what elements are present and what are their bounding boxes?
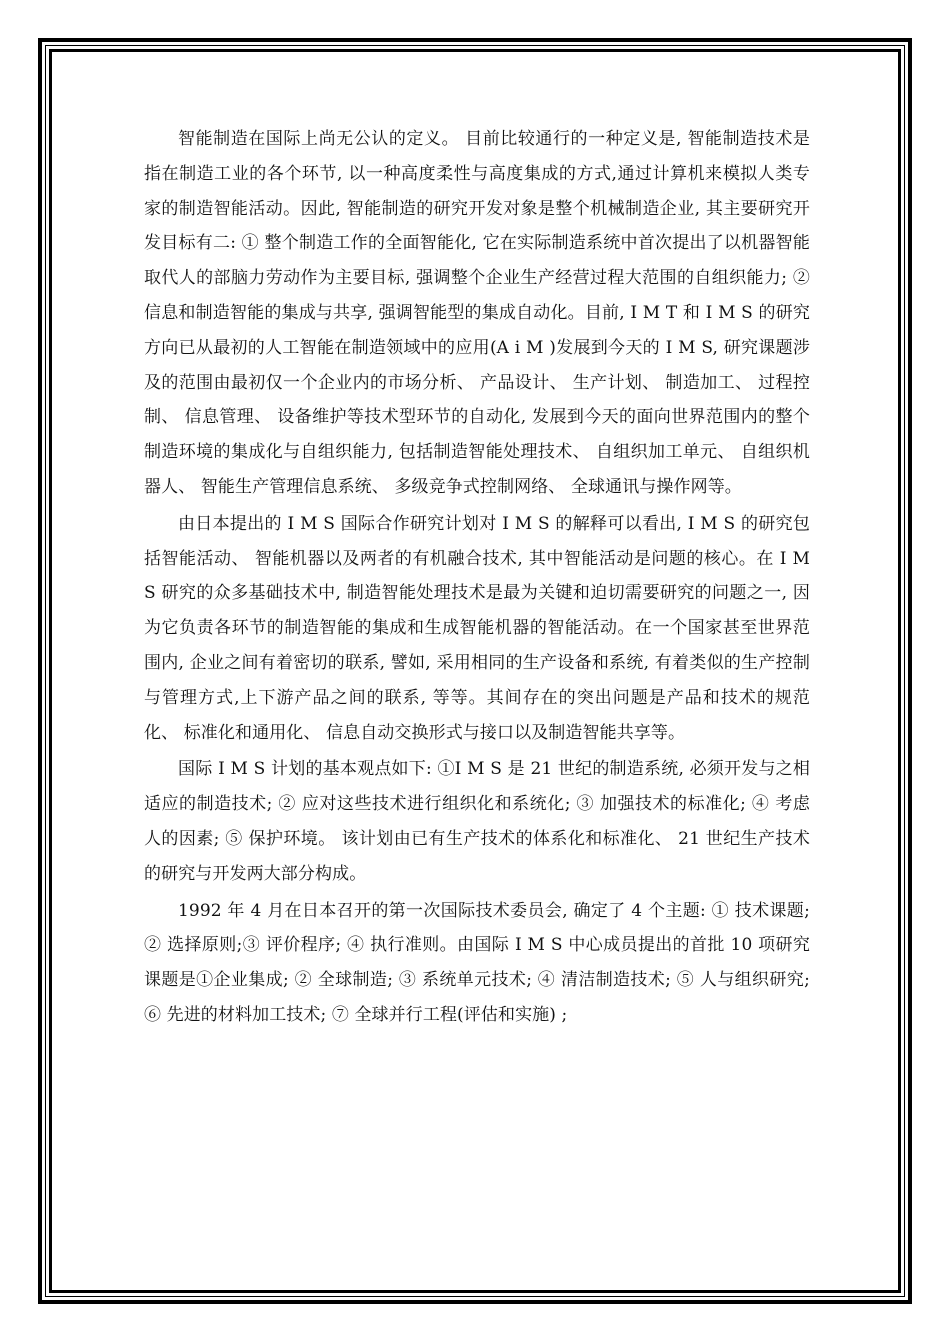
- paragraph-definition: 智能制造在国际上尚无公认的定义。 目前比较通行的一种定义是, 智能制造技术是指在制造工业的各个环节, 以一种高度柔性与高度集成的方式,通过计算机来模拟人类专家的制造智能活动。因此, 智能制造的研究开发对象是整个机械制造企业, 其主要研究开发目标有二: ① 整个制造工作的全面智能化, 它在实际制造系统中首次提出了以机器智能取代人的部脑力劳动作为主要目标, 强调整个企业生产经营过程大范围的自组织能力; ② 信息和制造智能的集成与共享, 强调智能型的集成自动化。目前, I M T 和 I M S 的研究方向已从最初的人工智能在制造领域中的应用(A i M )发展到今天的 I M S, 研究课题涉及的范围由最初仅一个企业内的市场分析、 产品设计、 生产计划、 制造加工、 过程控制、 信息管理、 设备维护等技术型环节的自动化, 发展到今天的面向世界范围内的整个制造环境的集成化与自组织能力, 包括制造智能处理技术、 自组织加工单元、 自组织机器人、 智能生产管理信息系统、 多级竞争式控制网络、 全球通讯与操作网等。: [144, 129, 810, 497]
- document-body: [144, 122, 810, 1035]
- paragraph-ims-viewpoints: 国际 I M S 计划的基本观点如下: ①I M S 是 21 世纪的制造系统, 必须开发与之相适应的制造技术; ② 应对这些技术进行组织化和系统化; ③ 加强技术的标准化; ④ 考虑人的因素; ⑤ 保护环境。 该计划由已有生产技术的体系化和标准化、 21 世纪生产技术的研究与开发两大部分构成。: [144, 759, 810, 884]
- paragraph-1992-committee: 1992 年 4 月在日本召开的第一次国际技术委员会, 确定了 4 个主题: ① 技术课题; ② 选择原则;③ 评价程序; ④ 执行准则。由国际 I M S 中心成员提出的首批 10 项研究课题是①企业集成; ② 全球制造; ③ 系统单元技术; ④ 清洁制造技术; ⑤ 人与组织研究; ⑥ 先进的材料加工技术; ⑦ 全球并行工程(评估和实施) ;: [144, 900, 810, 1025]
- paragraph-ims-japan: 由日本提出的 I M S 国际合作研究计划对 I M S 的解释可以看出, I M S 的研究包括智能活动、 智能机器以及两者的有机融合技术, 其中智能活动是问题的核心。在 I M S 研究的众多基础技术中, 制造智能处理技术是最为关键和迫切需要研究的问题之一, 因为它负责各环节的制造智能的集成和生成智能机器的智能活动。在一个国家甚至世界范围内, 企业之间有着密切的联系, 譬如, 采用相同的生产设备和系统, 有着类似的生产控制与管理方式,上下游产品之间的联系, 等等。其间存在的突出问题是产品和技术的规范化、 标准化和通用化、 信息自动交换形式与接口以及制造智能共享等。: [144, 513, 810, 743]
